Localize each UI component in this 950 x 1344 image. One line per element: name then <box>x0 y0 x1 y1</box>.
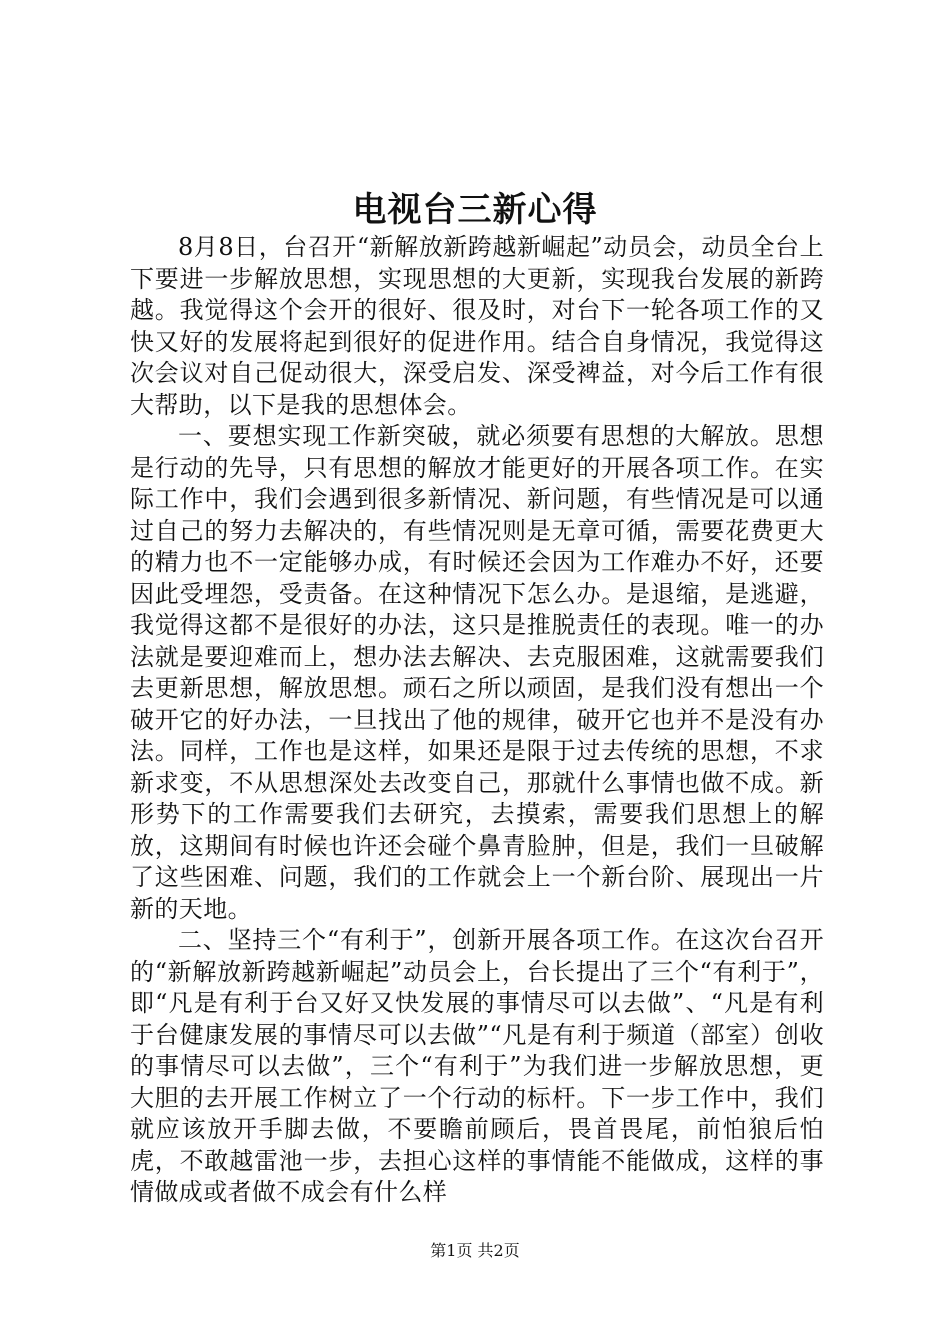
paragraph-intro: 8月8日，台召开“新解放新跨越新崛起”动员会，动员全台上下要进一步解放思想，实现思想的大更新，实现我台发展的新跨越。我觉得这个会开的很好、很及时，对台下一轮各项工作的又快又好的发展将起到很好的促进作用。结合自身情况，我觉得这次会议对自己促动很大，深受启发、深受裨益，对今后工作有很大帮助，以下是我的思想体会。 <box>130 233 824 419</box>
document-title: 电视台三新心得 <box>352 190 598 230</box>
page-number-footer: 第1页 共2页 <box>430 1241 520 1260</box>
document-body <box>130 232 824 1209</box>
paragraph-section-two: 二、坚持三个“有利于”，创新开展各项工作。在这次台召开的“新解放新跨越新崛起”动员会上，台长提出了三个“有利于”，即“凡是有利于台又好又快发展的事情尽可以去做”、“凡是有利于台健康发展的事情尽可以去做”“凡是有利于频道（部室）创收的事情尽可以去做”，三个“有利于”为我们进一步解放思想，更大胆的去开展工作树立了一个行动的标杆。下一步工作中，我们就应该放开手脚去做，不要瞻前顾后，畏首畏尾，前怕狼后怕虎，不敢越雷池一步，去担心这样的事情能不能做成，这样的事情做成或者做不成会有什么样 <box>130 926 824 1206</box>
paragraph-section-one: 一、要想实现工作新突破，就必须要有思想的大解放。思想是行动的先导，只有思想的解放才能更好的开展各项工作。在实际工作中，我们会遇到很多新情况、新问题，有些情况是可以通过自己的努力去解决的，有些情况则是无章可循，需要花费更大的精力也不一定能够办成，有时候还会因为工作难办不好，还要因此受埋怨，受责备。在这种情况下怎么办。是退缩，是逃避，我觉得这都不是很好的办法，这只是推脱责任的表现。唯一的办法就是要迎难而上，想办法去解决、去克服困难，这就需要我们去更新思想，解放思想。顽石之所以顽固，是我们没有想出一个破开它的好办法，一旦找出了他的规律，破开它也并不是没有办法。同样，工作也是这样，如果还是限于过去传统的思想，不求新求变，不从思想深处去改变自己，那就什么事情也做不成。新形势下的工作需要我们去研究，去摸索，需要我们思想上的解放，这期间有时候也许还会碰个鼻青脸肿，但是，我们一旦破解了这些困难、问题，我们的工作就会上一个新台阶、展现出一片新的天地。 <box>130 422 824 923</box>
